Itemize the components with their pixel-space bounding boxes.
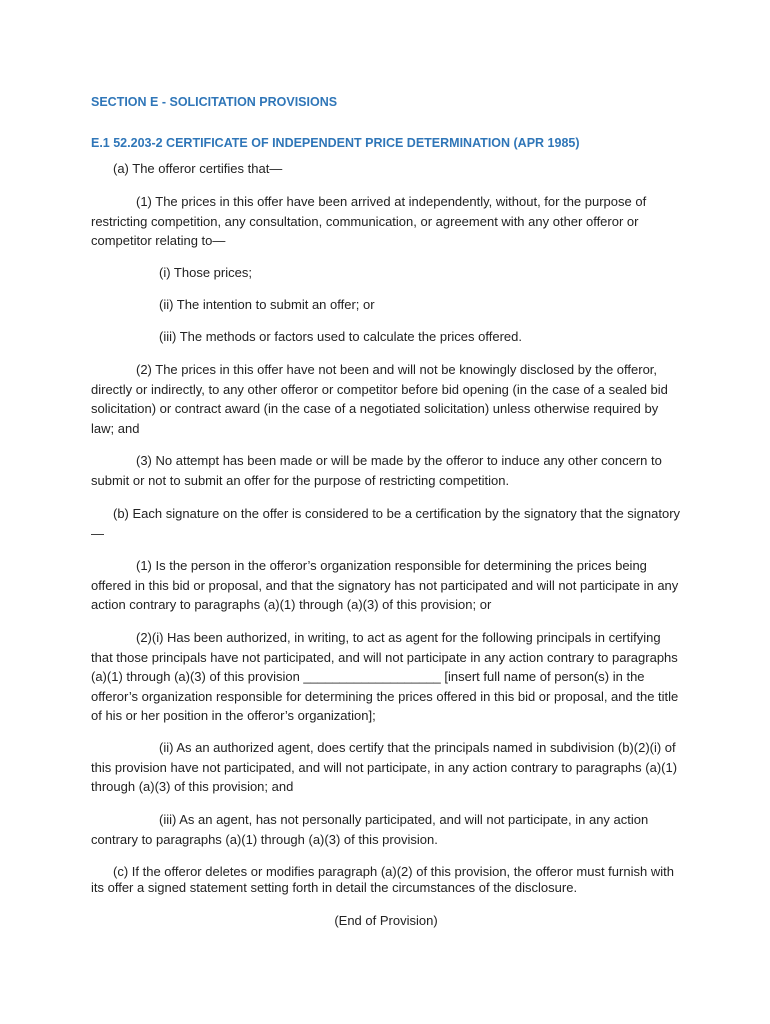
paragraph-a: (a) The offeror certifies that— bbox=[113, 161, 283, 176]
provision-title: E.1 52.203-2 CERTIFICATE OF INDEPENDENT PRICE DETERMINATION (APR 1985) bbox=[91, 136, 580, 150]
section-title: SECTION E - SOLICITATION PROVISIONS bbox=[91, 95, 338, 109]
paragraph-b2-iii: (iii) As an agent, has not personally participated, and will not participate, in any action contrary to paragraphs (a)(1) through (a)(3) of this provision. bbox=[91, 812, 649, 847]
paragraph-a1-iii: (iii) The methods or factors used to calculate the prices offered. bbox=[159, 329, 522, 344]
paragraph-b2-ii: (ii) As an authorized agent, does certify that the principals named in subdivision (b)(2)(i) of this provision have not participated, and will not participate, in any action contrary to paragraphs (a)(1) through (a)(3) of this provision; and bbox=[91, 740, 678, 795]
paragraph-a1-i: (i) Those prices; bbox=[159, 265, 252, 280]
paragraph-b: (b) Each signature on the offer is considered to be a certification by the signatory that the signatory— bbox=[91, 506, 681, 541]
paragraph-a1-ii: (ii) The intention to submit an offer; or bbox=[159, 297, 375, 312]
paragraph-a2: (2) The prices in this offer have not been and will not be knowingly disclosed by the offeror, directly or indirectly, to any other offeror or competitor before bid opening (in the case of a sealed bid solicitation) or contract award (in the case of a negotiated solicitation) unless otherwise required by law; and bbox=[91, 362, 668, 436]
paragraph-b1: (1) Is the person in the offeror’s organization responsible for determining the prices being offered in this bid or proposal, and that the signatory has not participated and will not participate in any action contrary to paragraphs (a)(1) through (a)(3) of this provision; or bbox=[91, 558, 679, 613]
paragraph-b2-i: (2)(i) Has been authorized, in writing, to act as agent for the following principals in certifying that those principals have not participated, and will not participate in any action contrary to paragraphs (a)(1) through (a)(3) of this provision ___________________ [insert full name of person(s) in the offeror’s organization responsible for determining the prices offered in this bid or proposal, and the title of his or her position in the offeror’s organization]; bbox=[91, 630, 679, 724]
paragraph-c: (c) If the offeror deletes or modifies paragraph (a)(2) of this provision, the offeror must furnish with its offer a signed statement setting forth in detail the circumstances of the disclosure. bbox=[91, 864, 674, 896]
paragraph-a1: (1) The prices in this offer have been arrived at independently, without, for the purpose of restricting competition, any consultation, communication, or agreement with any other offeror or competitor relating to— bbox=[91, 194, 647, 249]
end-of-provision: (End of Provision) bbox=[334, 913, 438, 928]
paragraph-a3: (3) No attempt has been made or will be made by the offeror to induce any other concern to submit or not to submit an offer for the purpose of restricting competition. bbox=[91, 453, 662, 488]
